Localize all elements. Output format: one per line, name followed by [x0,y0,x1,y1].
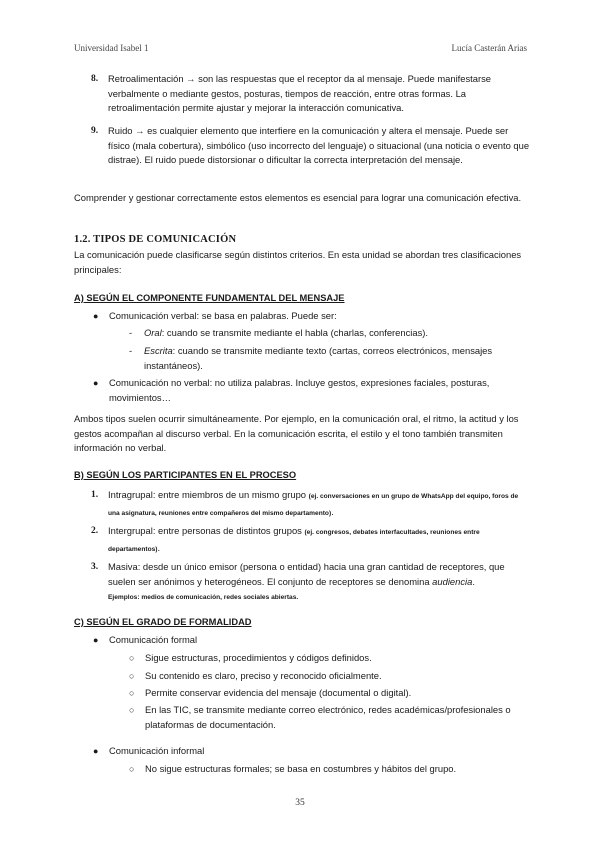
paragraph-both-types: Ambos tipos suelen ocurrir simultáneamente. Por ejemplo, en la comunicación oral, el ritmo, la actitud y los gestos acompañan al discurso verbal. En la comunicación escrita, el estilo y el tono también transmiten información no verbal. [74,413,519,454]
formal-item [129,686,529,701]
numbered-item-masiva [92,560,530,606]
subheading-a: A) SEGÚN EL COMPONENTE FUNDAMENTAL DEL MENSAJE [74,293,345,303]
item-example: (ej. conversaciones en un grupo de WhatsApp del equipo, foros de una asignatura, reuniones entre compañeros del mismo departamento) [108,493,519,517]
paragraph-effective-communication: Comprender y gestionar correctamente estos elementos es esencial para lograr una comunicación efectiva. [74,192,522,203]
bullet-informal [93,744,533,759]
formal-item-text: Su contenido es claro, preciso y reconocido oficialmente. [145,670,382,681]
item-tail: . [157,541,161,553]
item-number: 1. [91,490,99,500]
bullet-text: Comunicación no verbal: no utiliza palabras. Incluye gestos, expresiones faciales, posturas, movimientos… [109,377,490,403]
item-text: Intergrupal: entre personas de distintos grupos [108,525,305,536]
dash-escrita [129,344,529,373]
item-italic: audiencia [432,575,473,587]
circle-bullet-icon: ○ [129,653,135,663]
formal-item-text: Permite conservar evidencia del mensaje (documental o digital). [145,687,412,698]
circle-bullet-icon: ○ [129,688,135,698]
bullet-nonverbal [93,376,533,405]
section-title: 1.2. TIPOS DE COMUNICACIÓN [74,234,237,245]
circle-bullet-icon: ○ [129,671,135,681]
formal-item [129,651,529,666]
item-text: Masiva: desde un único emisor (persona o entidad) hacia una gran cantidad de receptores, que suelen ser anónimos y heterogéneos. El conjunto de receptores se denomina [108,561,505,587]
bullet-dot-icon: ● [93,746,99,756]
numbered-item-8 [92,72,530,116]
item-number: 9. [91,126,99,136]
section-intro: La comunicación puede clasificarse según distintos criterios. En esta unidad se abordan tres clasificaciones principales: [74,249,522,275]
item-tail: . [331,505,334,517]
formal-item [129,669,529,684]
dash-marker-icon: - [129,327,133,338]
dash-text: : cuando se transmite mediante texto (cartas, correos electrónicos, mensajes instantáneos). [144,345,493,371]
item-text: Intragrupal: entre miembros de un mismo grupo [108,489,309,500]
item-number: 2. [91,526,99,536]
item-text: Ruido → es cualquier elemento que interfiere en la comunicación y altera el mensaje. Puede ser físico (mala cobertura), simbólico (uso incorrecto del lenguaje) o situacional (una noticia o evento que distrae). El ruido puede distorsionar o dificultar la correcta interpretación del mensaje. [108,125,530,166]
item-number: 8. [91,74,99,84]
dash-oral [129,326,529,341]
item-example: Ejemplos: medios de comunicación, redes sociales abiertas. [108,594,299,602]
bullet-formal [93,633,533,648]
numbered-item-intergrupal [92,524,530,557]
item-text: Retroalimentación → son las respuestas que el receptor da al mensaje. Puede manifestarse verbalmente o mediante gestos, posturas, tiempos de reacción, entre otras formas. La retroalimentación permite ajustar y mejorar la interacción comunicativa. [108,73,492,114]
formal-item-text: Sigue estructuras, procedimientos y códigos definidos. [145,652,372,663]
bullet-dot-icon: ● [93,378,99,388]
dash-label: Escrita [144,345,173,356]
page-number: 35 [295,798,305,808]
dash-text: : cuando se transmite mediante el habla (charlas, conferencias). [161,327,429,338]
header-university: Universidad Isabel 1 [74,43,149,53]
numbered-item-9 [92,124,530,168]
subheading-c: C) SEGÚN EL GRADO DE FORMALIDAD [74,617,252,627]
item-tail: . [472,575,475,587]
formal-item [129,703,529,732]
bullet-dot-icon: ● [93,635,99,645]
circle-bullet-icon: ○ [129,705,135,715]
bullet-text: Comunicación formal [109,634,198,645]
bullet-text: Comunicación informal [109,745,205,756]
informal-item [129,762,529,777]
dash-label: Oral [144,327,162,338]
bullet-verbal [93,309,533,324]
item-example: (ej. congresos, debates interfacultades, reuniones entre departamentos) [108,529,480,553]
informal-item-text: No sigue estructuras formales; se basa en costumbres y hábitos del grupo. [145,763,457,774]
formal-item-text: En las TIC, se transmite mediante correo electrónico, redes académicas/profesionales o plataformas de documentación. [145,704,511,730]
bullet-text: Comunicación verbal: se basa en palabras. Puede ser: [109,310,337,321]
dash-marker-icon: - [129,345,133,356]
numbered-item-intragrupal [92,488,530,521]
subheading-b: B) SEGÚN LOS PARTICIPANTES EN EL PROCESO [74,470,297,480]
header-author: Lucía Casterán Arias [451,43,527,53]
circle-bullet-icon: ○ [129,764,135,774]
item-number: 3. [91,562,99,572]
bullet-dot-icon: ● [93,311,99,321]
